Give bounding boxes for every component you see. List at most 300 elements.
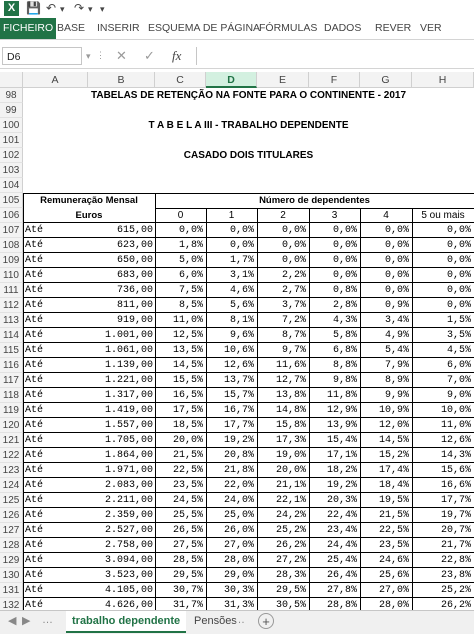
rate-cell[interactable]: 10,9% [378,405,409,416]
rate-cell[interactable]: 4,9% [384,330,409,341]
prefix-cell[interactable]: Até [25,525,44,536]
row-header[interactable]: 128 [0,538,23,553]
amount-cell[interactable]: 1.705,00 [104,435,153,446]
rate-cell[interactable]: 18,4% [378,480,409,491]
rate-cell[interactable]: 0,9% [384,300,409,311]
rate-cell[interactable]: 0,0% [281,240,306,251]
rate-cell[interactable]: 20,0% [172,435,203,446]
rate-cell[interactable]: 26,0% [223,525,254,536]
title-cell[interactable] [23,178,474,193]
amount-cell[interactable]: 650,00 [116,255,153,266]
row-header[interactable]: 122 [0,448,23,463]
rate-cell[interactable]: 17,4% [378,465,409,476]
rate-cell[interactable]: 24,0% [223,495,254,506]
prefix-cell[interactable]: Até [25,600,44,610]
tab-base[interactable]: BASE [57,22,86,34]
worksheet-grid[interactable] [0,72,474,610]
column-header-c[interactable]: C [155,72,206,88]
prefix-cell[interactable]: Até [25,360,44,371]
rate-cell[interactable]: 0,8% [332,285,357,296]
rate-cell[interactable]: 15,6% [440,465,471,476]
rate-cell[interactable]: 15,5% [172,375,203,386]
row-header[interactable]: 127 [0,523,23,538]
amount-cell[interactable]: 2.359,00 [104,510,153,521]
rate-cell[interactable]: 30,3% [223,585,254,596]
rate-cell[interactable]: 13,9% [326,420,357,431]
prefix-cell[interactable]: Até [25,255,44,266]
rate-cell[interactable]: 28,8% [326,600,357,610]
rate-cell[interactable]: 31,7% [172,600,203,610]
rate-cell[interactable]: 0,0% [332,255,357,266]
rate-cell[interactable]: 2,2% [281,270,306,281]
rate-cell[interactable]: 0,0% [384,240,409,251]
prefix-cell[interactable]: Até [25,315,44,326]
rate-cell[interactable]: 24,6% [378,555,409,566]
amount-cell[interactable]: 3.523,00 [104,570,153,581]
rate-cell[interactable]: 8,7% [281,330,306,341]
tab-esquema-de-pagina[interactable]: ESQUEMA DE PÁGINA [148,22,261,34]
rate-cell[interactable]: 28,0% [378,600,409,610]
rate-cell[interactable]: 6,8% [332,345,357,356]
rate-cell[interactable]: 27,0% [378,585,409,596]
rate-cell[interactable]: 16,7% [223,405,254,416]
rate-cell[interactable]: 22,5% [378,525,409,536]
row-header[interactable]: 132 [0,598,23,610]
amount-cell[interactable]: 1.001,00 [104,330,153,341]
row-header[interactable]: 102 [0,148,23,163]
rate-cell[interactable]: 23,5% [172,480,203,491]
rate-cell[interactable]: 4,5% [446,345,471,356]
rate-cell[interactable]: 14,8% [275,405,306,416]
rate-cell[interactable]: 0,0% [229,240,254,251]
rate-cell[interactable]: 11,0% [440,420,471,431]
title-cell[interactable] [23,163,474,178]
rate-cell[interactable]: 25,5% [172,510,203,521]
sheet-tab-pensoes[interactable]: Pensões [194,615,237,627]
prefix-cell[interactable]: Até [25,555,44,566]
rate-cell[interactable]: 22,8% [440,555,471,566]
undo-dropdown-icon[interactable]: ▾ [60,4,65,14]
amount-cell[interactable]: 2.083,00 [104,480,153,491]
row-header[interactable]: 110 [0,268,23,283]
tab-inserir[interactable]: INSERIR [97,22,140,34]
dependents-count-header: 3 [331,210,338,221]
rate-cell[interactable]: 0,0% [178,225,203,236]
column-header-h[interactable]: H [412,72,474,88]
title-cell[interactable] [23,133,474,148]
row-header[interactable]: 111 [0,283,23,298]
prefix-cell[interactable]: Até [25,510,44,521]
rate-cell[interactable]: 6,0% [178,270,203,281]
customize-toolbar-icon[interactable]: ▾ [100,4,105,14]
dependents-count-header: 2 [280,210,286,221]
rate-cell[interactable]: 22,1% [275,495,306,506]
rate-cell[interactable]: 25,2% [440,585,471,596]
rate-cell[interactable]: 24,4% [326,540,357,551]
rate-cell[interactable]: 30,7% [172,585,203,596]
rate-cell[interactable]: 14,3% [440,450,471,461]
row-header[interactable]: 113 [0,313,23,328]
rate-cell[interactable]: 8,5% [178,300,203,311]
rate-cell[interactable]: 11,6% [275,360,306,371]
row-header[interactable]: 120 [0,418,23,433]
rate-cell[interactable]: 19,7% [440,510,471,521]
rate-cell[interactable]: 27,8% [326,585,357,596]
rate-cell[interactable]: 12,9% [326,405,357,416]
prefix-cell[interactable]: Até [25,435,44,446]
dependentes-header: Número de dependentes [259,195,370,206]
header-sub-border [155,208,474,209]
rate-cell[interactable]: 0,0% [384,255,409,266]
rate-cell[interactable]: 20,8% [223,450,254,461]
amount-cell[interactable]: 2.758,00 [104,540,153,551]
title-cell[interactable]: CASADO DOIS TITULARES [183,150,314,161]
column-border [155,193,156,610]
rate-cell[interactable]: 13,8% [275,390,306,401]
table-top-border [23,193,474,194]
rate-cell[interactable]: 0,0% [281,225,306,236]
scroll-prev-sheet-icon[interactable]: ◀ [8,615,17,627]
rate-cell[interactable]: 0,0% [384,270,409,281]
rate-cell[interactable]: 10,0% [440,405,471,416]
rate-cell[interactable]: 8,9% [384,375,409,386]
row-header[interactable]: 125 [0,493,23,508]
rate-cell[interactable]: 2,7% [281,285,306,296]
amount-cell[interactable]: 623,00 [116,240,153,251]
rate-cell[interactable]: 19,5% [378,495,409,506]
rate-cell[interactable]: 19,2% [326,480,357,491]
rate-cell[interactable]: 4,3% [332,315,357,326]
rate-cell[interactable]: 24,2% [275,510,306,521]
column-border [412,208,413,610]
row-header[interactable]: 108 [0,238,23,253]
rate-cell[interactable]: 25,6% [378,570,409,581]
prefix-cell[interactable]: Até [25,420,44,431]
amount-cell[interactable]: 919,00 [116,315,153,326]
rate-cell[interactable]: 22,5% [172,465,203,476]
rate-cell[interactable]: 21,5% [172,450,203,461]
rate-cell[interactable]: 9,0% [446,390,471,401]
row-header[interactable]: 98 [0,88,23,103]
save-icon[interactable]: 💾 [26,1,41,15]
rate-cell[interactable]: 0,0% [281,255,306,266]
rate-cell[interactable]: 1,7% [229,255,254,266]
rate-cell[interactable]: 21,1% [275,480,306,491]
tab-ver[interactable]: VER [420,22,442,34]
sheet-list-more-icon-right[interactable]: … [234,614,245,626]
rate-cell[interactable]: 17,7% [440,495,471,506]
row-header[interactable]: 129 [0,553,23,568]
amount-cell[interactable]: 4.626,00 [104,600,153,610]
rate-cell[interactable]: 11,0% [172,315,203,326]
rate-cell[interactable]: 27,2% [275,555,306,566]
rate-cell[interactable]: 5,4% [384,345,409,356]
sheet-tab-trabalho-dependente[interactable]: trabalho dependente [66,611,186,633]
rate-cell[interactable]: 13,7% [223,375,254,386]
rate-cell[interactable]: 31,3% [223,600,254,610]
column-header-e[interactable]: E [257,72,309,88]
amount-cell[interactable]: 1.971,00 [104,465,153,476]
row-header[interactable]: 103 [0,163,23,178]
amount-cell[interactable]: 683,00 [116,270,153,281]
row-header[interactable]: 105 [0,193,23,208]
rate-cell[interactable]: 0,0% [332,270,357,281]
select-all-corner[interactable] [0,72,23,88]
amount-cell[interactable]: 1.317,00 [104,390,153,401]
rate-cell[interactable]: 0,0% [229,225,254,236]
amount-cell[interactable]: 4.105,00 [104,585,153,596]
rate-cell[interactable]: 6,0% [446,360,471,371]
column-header-f[interactable]: F [309,72,360,88]
rate-cell[interactable]: 8,8% [332,360,357,371]
rate-cell[interactable]: 0,0% [446,285,471,296]
redo-icon[interactable]: ↷ [74,1,85,15]
column-border [257,208,258,610]
name-box-dropdown-icon[interactable]: ▾ [86,51,91,61]
rate-cell[interactable]: 0,0% [332,225,357,236]
name-box[interactable]: D6 [2,47,82,65]
rate-cell[interactable]: 9,9% [384,390,409,401]
rate-cell[interactable]: 26,2% [275,540,306,551]
amount-cell[interactable]: 736,00 [116,285,153,296]
prefix-cell[interactable]: Até [25,300,44,311]
rate-cell[interactable]: 11,8% [326,390,357,401]
tab-rever[interactable]: REVER [375,22,412,34]
rate-cell[interactable]: 20,7% [440,525,471,536]
rate-cell[interactable]: 0,0% [384,285,409,296]
rate-cell[interactable]: 3,1% [229,270,254,281]
rate-cell[interactable]: 0,0% [332,240,357,251]
prefix-cell[interactable]: Até [25,330,44,341]
amount-cell[interactable]: 1.557,00 [104,420,153,431]
rate-cell[interactable]: 28,0% [223,555,254,566]
rate-cell[interactable]: 0,0% [446,225,471,236]
prefix-cell[interactable]: Até [25,345,44,356]
rate-cell[interactable]: 30,5% [275,600,306,610]
row-header[interactable]: 130 [0,568,23,583]
title-cell[interactable]: TABELAS DE RETENÇÃO NA FONTE PARA O CONTINENTE - 2017 [90,90,407,101]
rate-cell[interactable]: 17,5% [172,405,203,416]
rate-cell[interactable]: 19,0% [275,450,306,461]
rate-cell[interactable]: 5,0% [178,255,203,266]
rate-cell[interactable]: 27,5% [172,540,203,551]
rate-cell[interactable]: 15,7% [223,390,254,401]
rate-cell[interactable]: 2,8% [332,300,357,311]
rate-cell[interactable]: 29,5% [172,570,203,581]
euros-header: Euros [75,210,103,221]
row-header[interactable]: 115 [0,343,23,358]
amount-cell[interactable]: 1.139,00 [104,360,153,371]
rate-cell[interactable]: 10,6% [223,345,254,356]
rate-cell[interactable]: 18,2% [326,465,357,476]
rate-cell[interactable]: 15,2% [378,450,409,461]
prefix-cell[interactable]: Até [25,285,44,296]
column-header-d[interactable]: D [206,72,257,88]
rate-cell[interactable]: 13,5% [172,345,203,356]
rate-cell[interactable]: 26,2% [440,600,471,610]
rate-cell[interactable]: 25,4% [326,555,357,566]
column-border [206,208,207,610]
row-header[interactable]: 112 [0,298,23,313]
prefix-cell[interactable]: Até [25,390,44,401]
row-header[interactable]: 104 [0,178,23,193]
row-header[interactable]: 107 [0,223,23,238]
scroll-next-sheet-icon[interactable]: ▶ [22,615,31,627]
rate-cell[interactable]: 28,5% [172,555,203,566]
rate-cell[interactable]: 7,5% [178,285,203,296]
prefix-cell[interactable]: Até [25,540,44,551]
amount-cell[interactable]: 1.864,00 [104,450,153,461]
title-cell[interactable] [23,103,474,118]
rate-cell[interactable]: 12,0% [378,420,409,431]
formula-input[interactable] [196,47,474,65]
rate-cell[interactable]: 1,5% [446,315,471,326]
rate-cell[interactable]: 12,7% [275,375,306,386]
rate-cell[interactable]: 9,8% [332,375,357,386]
row-header[interactable]: 100 [0,118,23,133]
cancel-icon[interactable]: ✕ [116,48,127,63]
row-header[interactable]: 101 [0,133,23,148]
prefix-cell[interactable]: Até [25,495,44,506]
row-header[interactable]: 119 [0,403,23,418]
rate-cell[interactable]: 17,7% [223,420,254,431]
amount-cell[interactable]: 3.094,00 [104,555,153,566]
tab-dados[interactable]: DADOS [324,22,362,34]
row-header[interactable]: 123 [0,463,23,478]
rate-cell[interactable]: 5,6% [229,300,254,311]
prefix-cell[interactable]: Até [25,405,44,416]
rate-cell[interactable]: 26,5% [172,525,203,536]
amount-cell[interactable]: 811,00 [116,300,153,311]
rate-cell[interactable]: 23,4% [326,525,357,536]
title-cell[interactable]: T A B E L A III - TRABALHO DEPENDENTE [148,120,349,131]
row-header[interactable]: 126 [0,508,23,523]
rate-cell[interactable]: 27,0% [223,540,254,551]
row-header[interactable]: 131 [0,583,23,598]
rate-cell[interactable]: 15,4% [326,435,357,446]
row-header[interactable]: 109 [0,253,23,268]
rate-cell[interactable]: 9,6% [229,330,254,341]
rate-cell[interactable]: 12,6% [440,435,471,446]
rate-cell[interactable]: 24,5% [172,495,203,506]
rate-cell[interactable]: 0,0% [384,225,409,236]
rate-cell[interactable]: 29,5% [275,585,306,596]
rate-cell[interactable]: 3,4% [384,315,409,326]
column-header-g[interactable]: G [360,72,412,88]
prefix-cell[interactable]: Até [25,240,44,251]
rate-cell[interactable]: 28,3% [275,570,306,581]
rate-cell[interactable]: 18,5% [172,420,203,431]
redo-dropdown-icon[interactable]: ▾ [88,4,93,14]
rate-cell[interactable]: 21,8% [223,465,254,476]
column-header-a[interactable]: A [23,72,88,88]
rate-cell[interactable]: 17,3% [275,435,306,446]
row-header[interactable]: 99 [0,103,23,118]
rate-cell[interactable]: 3,7% [281,300,306,311]
rate-cell[interactable]: 15,8% [275,420,306,431]
insert-function-icon[interactable]: fx [172,48,182,63]
prefix-cell[interactable]: Até [25,585,44,596]
amount-cell[interactable]: 2.211,00 [104,495,153,506]
resize-handle-icon[interactable]: ⋮ [96,50,105,60]
prefix-cell[interactable]: Até [25,225,44,236]
rate-cell[interactable]: 14,5% [378,435,409,446]
prefix-cell[interactable]: Até [25,270,44,281]
rate-cell[interactable]: 17,1% [326,450,357,461]
amount-cell[interactable]: 615,00 [116,225,153,236]
rate-cell[interactable]: 7,2% [281,315,306,326]
rate-cell[interactable]: 5,8% [332,330,357,341]
rate-cell[interactable]: 19,2% [223,435,254,446]
tab-formulas[interactable]: FÓRMULAS [259,22,318,34]
rate-cell[interactable]: 26,4% [326,570,357,581]
row-header[interactable]: 116 [0,358,23,373]
row-header[interactable]: 117 [0,373,23,388]
rate-cell[interactable]: 23,8% [440,570,471,581]
add-sheet-button[interactable]: + [258,613,274,629]
rate-cell[interactable]: 25,0% [223,510,254,521]
rate-cell[interactable]: 12,5% [172,330,203,341]
prefix-cell[interactable]: Até [25,570,44,581]
amount-cell[interactable]: 1.419,00 [104,405,153,416]
rate-cell[interactable]: 20,0% [275,465,306,476]
row-header[interactable]: 114 [0,328,23,343]
rate-cell[interactable]: 12,6% [223,360,254,371]
row-header[interactable]: 124 [0,478,23,493]
prefix-cell[interactable]: Até [25,375,44,386]
rate-cell[interactable]: 23,5% [378,540,409,551]
rate-cell[interactable]: 0,0% [446,255,471,266]
amount-cell[interactable]: 2.527,00 [104,525,153,536]
rate-cell[interactable]: 7,0% [446,375,471,386]
row-header[interactable]: 118 [0,388,23,403]
rate-cell[interactable]: 16,6% [440,480,471,491]
undo-icon[interactable]: ↶ [46,1,57,15]
rate-cell[interactable]: 3,5% [446,330,471,341]
tab-ficheiro[interactable]: FICHEIRO [0,18,56,39]
rate-cell[interactable]: 7,9% [384,360,409,371]
rate-cell[interactable]: 1,8% [178,240,203,251]
sheet-list-more-icon[interactable]: … [42,614,53,626]
rate-cell[interactable]: 0,0% [446,270,471,281]
rate-cell[interactable]: 0,0% [446,300,471,311]
row-header[interactable]: 121 [0,433,23,448]
rate-cell[interactable]: 21,7% [440,540,471,551]
rate-cell[interactable]: 21,5% [378,510,409,521]
amount-cell[interactable]: 1.061,00 [104,345,153,356]
rate-cell[interactable]: 14,5% [172,360,203,371]
rate-cell[interactable]: 29,0% [223,570,254,581]
ribbon-tabs [0,18,474,40]
row-header[interactable]: 106 [0,208,23,223]
column-header-b[interactable]: B [88,72,155,88]
enter-icon[interactable]: ✓ [144,48,155,63]
dependents-count-header: 5 ou mais [421,210,465,221]
rate-cell[interactable]: 25,2% [275,525,306,536]
prefix-cell[interactable]: Até [25,480,44,491]
rate-cell[interactable]: 8,1% [229,315,254,326]
amount-cell[interactable]: 1.221,00 [104,375,153,386]
rate-cell[interactable]: 0,0% [446,240,471,251]
rate-cell[interactable]: 9,7% [281,345,306,356]
prefix-cell[interactable]: Até [25,450,44,461]
prefix-cell[interactable]: Até [25,465,44,476]
rate-cell[interactable]: 4,6% [229,285,254,296]
rate-cell[interactable]: 22,0% [223,480,254,491]
rate-cell[interactable]: 16,5% [172,390,203,401]
rate-cell[interactable]: 22,4% [326,510,357,521]
rate-cell[interactable]: 20,3% [326,495,357,506]
